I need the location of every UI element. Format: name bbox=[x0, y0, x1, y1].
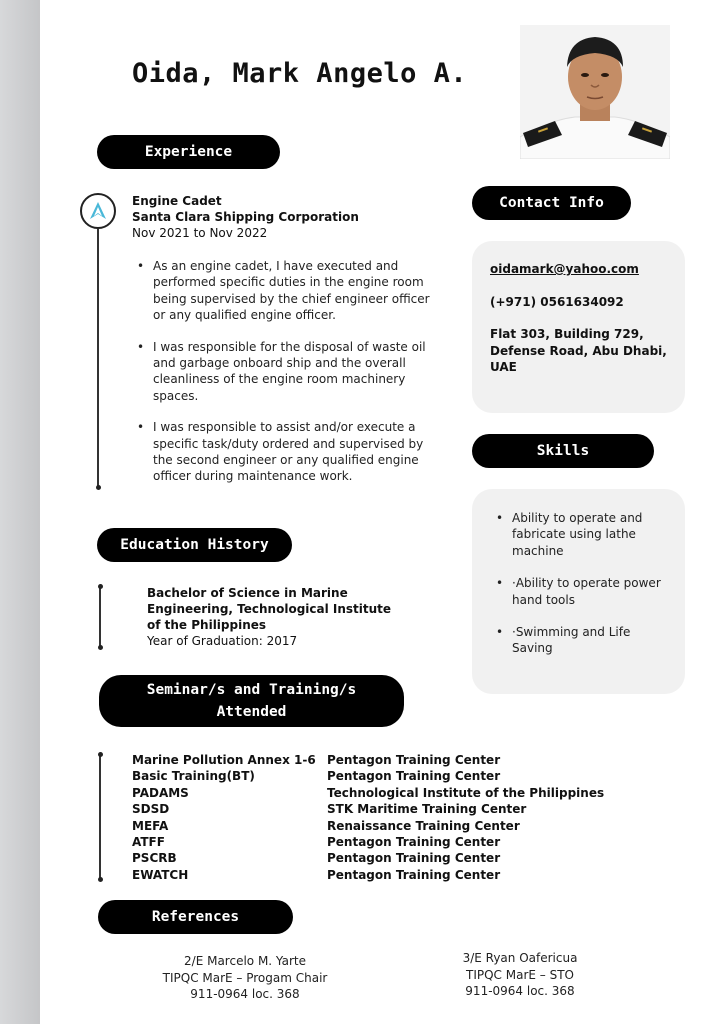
seminar-center: Pentagon Training Center bbox=[327, 867, 501, 882]
contact-heading: Contact Info bbox=[472, 186, 631, 220]
seminar-row bbox=[132, 768, 604, 784]
email-link[interactable]: oidamark@yahoo.com bbox=[490, 262, 639, 276]
reference-2 bbox=[420, 950, 620, 1000]
profile-photo bbox=[520, 25, 670, 159]
references-heading: References bbox=[98, 900, 293, 934]
side-strip bbox=[0, 0, 40, 1024]
timeline-dot bbox=[98, 877, 103, 882]
seminars-timeline bbox=[99, 754, 101, 880]
seminar-course: ATFF bbox=[132, 835, 165, 850]
phone-number: (+971) 0561634092 bbox=[490, 294, 624, 309]
duty-item: • As an engine cadet, I have executed and performed specific duties in the engine room being supervised by the chief engineer officer or any qualified engine officer. bbox=[133, 258, 433, 324]
seminar-row bbox=[132, 850, 604, 866]
seminars-heading-line1: Seminar/s and Training/s bbox=[146, 682, 357, 698]
reference-phone: 911-0964 loc. 368 bbox=[190, 987, 300, 1001]
reference-1 bbox=[140, 953, 350, 1003]
seminars-list bbox=[132, 752, 604, 883]
seminar-center: Technological Institute of the Philippines bbox=[327, 785, 605, 800]
seminar-center: Pentagon Training Center bbox=[327, 835, 501, 850]
seminar-course: SDSD bbox=[132, 802, 170, 817]
seminars-heading-line2: Attended bbox=[216, 704, 287, 720]
applicant-name: Oida, Mark Angelo A. bbox=[132, 58, 468, 89]
seminar-course: Marine Pollution Annex 1-6 bbox=[132, 753, 316, 767]
timeline-dot bbox=[98, 645, 103, 650]
seminar-row bbox=[132, 752, 604, 768]
seminar-row bbox=[132, 801, 604, 817]
skills-list bbox=[492, 510, 672, 657]
seminar-course: EWATCH bbox=[132, 867, 189, 882]
skills-heading: Skills bbox=[472, 434, 654, 468]
seminar-course: PADAMS bbox=[132, 785, 189, 800]
portrait-icon bbox=[520, 25, 670, 159]
experience-timeline bbox=[97, 229, 99, 487]
job-title: Engine Cadet bbox=[132, 194, 222, 208]
job-period: Nov 2021 to Nov 2022 bbox=[132, 226, 268, 240]
timeline-dot bbox=[96, 485, 101, 490]
address: Flat 303, Building 729, Defense Road, Abu Dhabi, UAE bbox=[490, 327, 667, 374]
seminar-center: Pentagon Training Center bbox=[327, 769, 501, 784]
reference-phone: 911-0964 loc. 368 bbox=[465, 984, 575, 998]
skill-item: • ·Swimming and Life Saving bbox=[492, 624, 672, 657]
seminar-center: Pentagon Training Center bbox=[327, 851, 501, 866]
duties-list bbox=[133, 258, 433, 485]
seminar-row bbox=[132, 867, 604, 883]
contact-details bbox=[490, 261, 675, 376]
education-timeline bbox=[99, 586, 101, 648]
seminar-center: STK Maritime Training Center bbox=[327, 802, 527, 817]
education-details bbox=[147, 585, 397, 649]
seminar-row bbox=[132, 818, 604, 834]
reference-role: TIPQC MarE – STO bbox=[466, 967, 574, 982]
anchor-logo-icon bbox=[87, 200, 109, 222]
reference-name: 2/E Marcelo M. Yarte bbox=[184, 954, 306, 968]
skill-item: • Ability to operate and fabricate using lathe machine bbox=[492, 510, 672, 559]
experience-logo bbox=[80, 193, 116, 229]
seminars-heading bbox=[99, 675, 404, 727]
graduation-year: Year of Graduation: 2017 bbox=[147, 634, 298, 648]
duty-item: • I was responsible for the disposal of waste oil and garbage onboard ship and the overall cleanliness of the engine room machinery spaces. bbox=[133, 339, 433, 405]
education-heading: Education History bbox=[97, 528, 292, 562]
seminar-center: Pentagon Training Center bbox=[327, 753, 501, 767]
seminar-center: Renaissance Training Center bbox=[327, 818, 520, 833]
timeline-dot bbox=[98, 584, 103, 589]
skill-item: • ·Ability to operate power hand tools bbox=[492, 575, 672, 608]
seminar-row bbox=[132, 834, 604, 850]
degree: Bachelor of Science in Marine Engineering, Technological Institute of the Philippines bbox=[147, 586, 392, 632]
company-name: Santa Clara Shipping Corporation bbox=[132, 210, 359, 224]
seminar-course: Basic Training(BT) bbox=[132, 769, 255, 784]
duty-item: • I was responsible to assist and/or execute a specific task/duty ordered and supervised by the second engineer or any qualified engine officer during maintenance work. bbox=[133, 419, 433, 485]
reference-role: TIPQC MarE – Progam Chair bbox=[162, 970, 328, 985]
experience-details bbox=[132, 193, 432, 241]
seminar-course: PSCRB bbox=[132, 851, 177, 866]
seminar-row bbox=[132, 785, 604, 801]
seminar-course: MEFA bbox=[132, 818, 169, 833]
reference-name: 3/E Ryan Oafericua bbox=[462, 951, 578, 965]
timeline-dot bbox=[98, 752, 103, 757]
experience-heading: Experience bbox=[97, 135, 280, 169]
